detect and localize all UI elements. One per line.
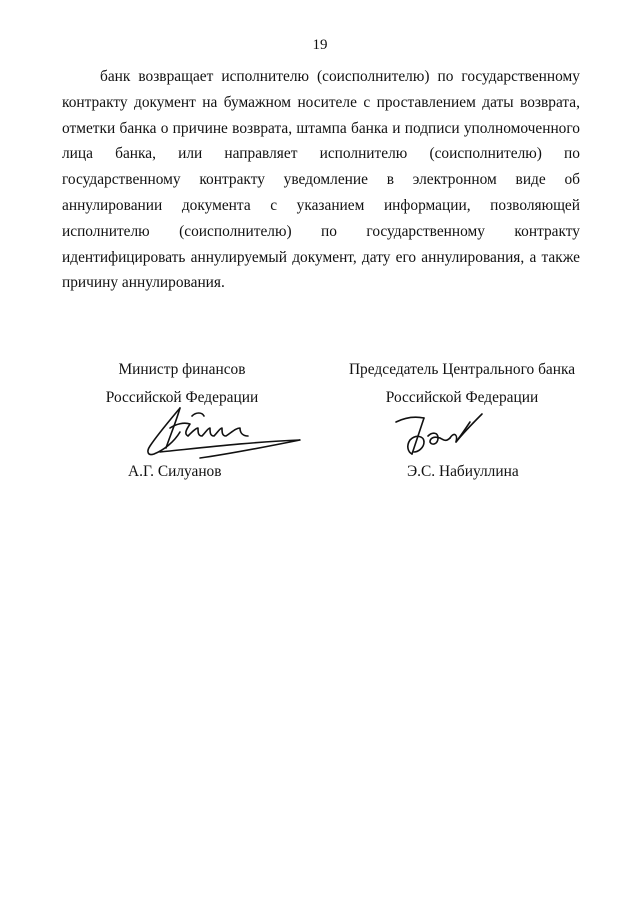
right-signatory-name: Э.С. Набиуллина <box>407 463 519 480</box>
page-number: 19 <box>312 37 328 53</box>
right-signature-icon <box>390 402 486 458</box>
left-signatory-title-line2: Российской Федерации <box>105 389 259 406</box>
left-signatory-name: А.Г. Силуанов <box>128 463 222 480</box>
right-signatory-title-line1: Председатель Центрального банка <box>348 361 576 378</box>
body-paragraph: банк возвращает исполнителю (соисполнителю) по государственному контракту документ на бумажном носителе с проставлением даты возврата, отметки банка о причине возврата, штампа банка и подписи уполномоченного лица банка, или направляет исполнителю (соисполнителю) по государственному контракту уведомление в электронном виде об аннулировании документа с указанием информации, позволяющей исполнителю (соисполнителю) по государственному контракту идентифицировать аннулируемый документ, дату его аннулирования, а также причину аннулирования. <box>62 68 580 292</box>
right-signatory-title-line2: Российской Федерации <box>385 389 539 406</box>
left-signature-icon <box>140 402 308 462</box>
left-signatory-title-line1: Министр финансов <box>118 361 246 378</box>
